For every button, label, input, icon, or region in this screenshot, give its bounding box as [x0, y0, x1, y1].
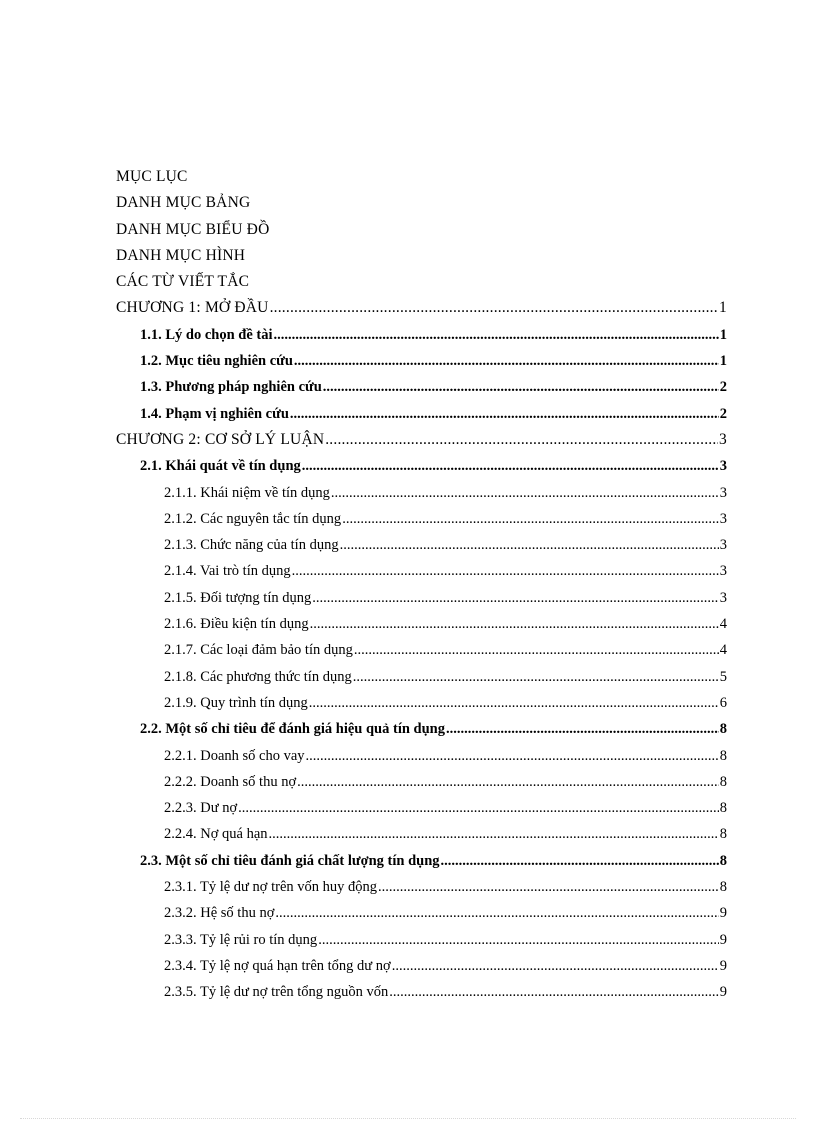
page-number: 2: [719, 379, 727, 396]
leader-dots: [389, 979, 718, 1005]
toc-heading-tables[interactable]: DANH MỤC BẢNG: [116, 194, 251, 212]
page-number: 3: [719, 563, 727, 580]
toc-heading-charts[interactable]: DANH MỤC BIỂU ĐỒ: [116, 220, 270, 238]
leader-dots: [318, 927, 719, 953]
page-number: 8: [719, 879, 727, 896]
page-number: 6: [719, 694, 727, 711]
page-number: 8: [719, 800, 727, 817]
leader-dots: [270, 295, 718, 321]
toc-entry-2-2-4[interactable]: 2.2.4. Nợ quá hạn ..... 8: [116, 821, 727, 847]
leader-dots: [312, 585, 719, 611]
leader-dots: [446, 716, 719, 742]
leader-dots: [269, 821, 719, 847]
toc-entry-2-2-1[interactable]: 2.2.1. Doanh số cho vay ..... 8: [116, 743, 727, 769]
page-number: 9: [719, 984, 727, 1001]
toc-entry-2-1-5[interactable]: 2.1.5. Đối tượng tín dụng ..... 3: [116, 585, 727, 611]
leader-dots: [290, 401, 719, 427]
toc-entry-2-3-1[interactable]: 2.3.1. Tỷ lệ dư nợ trên vốn huy động ..... 8: [116, 874, 727, 900]
page-number: 9: [719, 931, 727, 948]
leader-dots: [297, 769, 719, 795]
toc-entry-chapter-2[interactable]: CHƯƠNG 2: CƠ SỞ LÝ LUẬN ..... 3: [116, 427, 727, 453]
leader-dots: [275, 900, 718, 926]
page-number: 9: [719, 957, 727, 974]
leader-dots: [342, 506, 719, 532]
page-number: 9: [719, 905, 727, 922]
leader-dots: [310, 611, 719, 637]
toc-entry-1-1[interactable]: 1.1. Lý do chọn đề tài ..... 1: [116, 322, 727, 348]
page-number: 3: [719, 537, 727, 554]
page-number: 3: [719, 484, 727, 501]
leader-dots: [292, 558, 719, 584]
toc-entry-2-1-2[interactable]: 2.1.2. Các nguyên tắc tín dụng ..... 3: [116, 506, 727, 532]
toc-entry-chapter-1[interactable]: CHƯƠNG 1: MỞ ĐẦU ..... 1: [116, 295, 727, 321]
leader-dots: [441, 848, 719, 874]
leader-dots: [302, 453, 719, 479]
page-number: 8: [719, 747, 727, 764]
table-of-contents: [116, 164, 727, 1006]
leader-dots: [378, 874, 719, 900]
page-number: 1: [719, 326, 727, 343]
page-number: 3: [719, 458, 727, 475]
page-number: 4: [719, 642, 727, 659]
toc-entry-2-1-3[interactable]: 2.1.3. Chức năng của tín dụng ..... 3: [116, 532, 727, 558]
page-number: 8: [719, 773, 727, 790]
toc-entry-1-4[interactable]: 1.4. Phạm vị nghiên cứu ..... 2: [116, 401, 727, 427]
leader-dots: [274, 322, 719, 348]
page-bottom-rule: [20, 1118, 796, 1119]
toc-heading-abbreviations[interactable]: CÁC TỪ VIẾT TẮC: [116, 273, 250, 291]
leader-dots: [238, 795, 719, 821]
page-number: 3: [719, 430, 727, 448]
toc-entry-2-3-5[interactable]: 2.3.5. Tỷ lệ dư nợ trên tổng nguồn vốn ..... 9: [116, 979, 727, 1005]
toc-entry-1-3[interactable]: 1.3. Phương pháp nghiên cứu ..... 2: [116, 374, 727, 400]
toc-entry-1-2[interactable]: 1.2. Mục tiêu nghiên cứu ..... 1: [116, 348, 727, 374]
page-number: 8: [719, 826, 727, 843]
leader-dots: [340, 532, 719, 558]
leader-dots: [353, 664, 719, 690]
page-number: 1: [719, 299, 727, 317]
toc-entry-2-1-1[interactable]: 2.1.1. Khái niệm về tín dụng ..... 3: [116, 480, 727, 506]
toc-entry-2-1-7[interactable]: 2.1.7. Các loại đảm bảo tín dụng ..... 4: [116, 637, 727, 663]
toc-entry-2-3-2[interactable]: 2.3.2. Hệ số thu nợ ..... 9: [116, 900, 727, 926]
leader-dots: [309, 690, 719, 716]
toc-entry-2-1-9[interactable]: 2.1.9. Quy trình tín dụng ..... 6: [116, 690, 727, 716]
page-number: 4: [719, 616, 727, 633]
page-number: 1: [719, 353, 727, 370]
toc-entry-2-2-3[interactable]: 2.2.3. Dư nợ ..... 8: [116, 795, 727, 821]
page-number: 8: [719, 721, 727, 738]
toc-entry-2-1-8[interactable]: 2.1.8. Các phương thức tín dụng ..... 5: [116, 664, 727, 690]
toc-entry-2-1-6[interactable]: 2.1.6. Điều kiện tín dụng ..... 4: [116, 611, 727, 637]
page-number: 5: [719, 668, 727, 685]
leader-dots: [323, 374, 719, 400]
leader-dots: [354, 637, 719, 663]
page-number: 8: [719, 852, 727, 869]
toc-entry-2-3-3[interactable]: 2.3.3. Tỷ lệ rủi ro tín dụng ..... 9: [116, 927, 727, 953]
page-number: 3: [719, 510, 727, 527]
toc-entry-2-2[interactable]: 2.2. Một số chỉ tiêu để đánh giá hiệu quả tín dụng ..... 8: [116, 716, 727, 742]
toc-entry-2-1[interactable]: 2.1. Khái quát về tín dụng ..... 3: [116, 453, 727, 479]
page-number: 2: [719, 405, 727, 422]
toc-heading-contents[interactable]: MỤC LỤC: [116, 168, 188, 185]
toc-entry-2-3-4[interactable]: 2.3.4. Tỷ lệ nợ quá hạn trên tổng dư nợ ..... 9: [116, 953, 727, 979]
page-number: 3: [719, 589, 727, 606]
leader-dots: [331, 480, 719, 506]
leader-dots: [392, 953, 719, 979]
toc-heading-figures[interactable]: DANH MỤC HÌNH: [116, 246, 246, 264]
leader-dots: [325, 427, 718, 453]
leader-dots: [306, 743, 719, 769]
toc-entry-2-1-4[interactable]: 2.1.4. Vai trò tín dụng ..... 3: [116, 558, 727, 584]
toc-entry-2-2-2[interactable]: 2.2.2. Doanh số thu nợ ..... 8: [116, 769, 727, 795]
toc-entry-2-3[interactable]: 2.3. Một số chỉ tiêu đánh giá chất lượng tín dụng ..... 8: [116, 848, 727, 874]
leader-dots: [294, 348, 719, 374]
